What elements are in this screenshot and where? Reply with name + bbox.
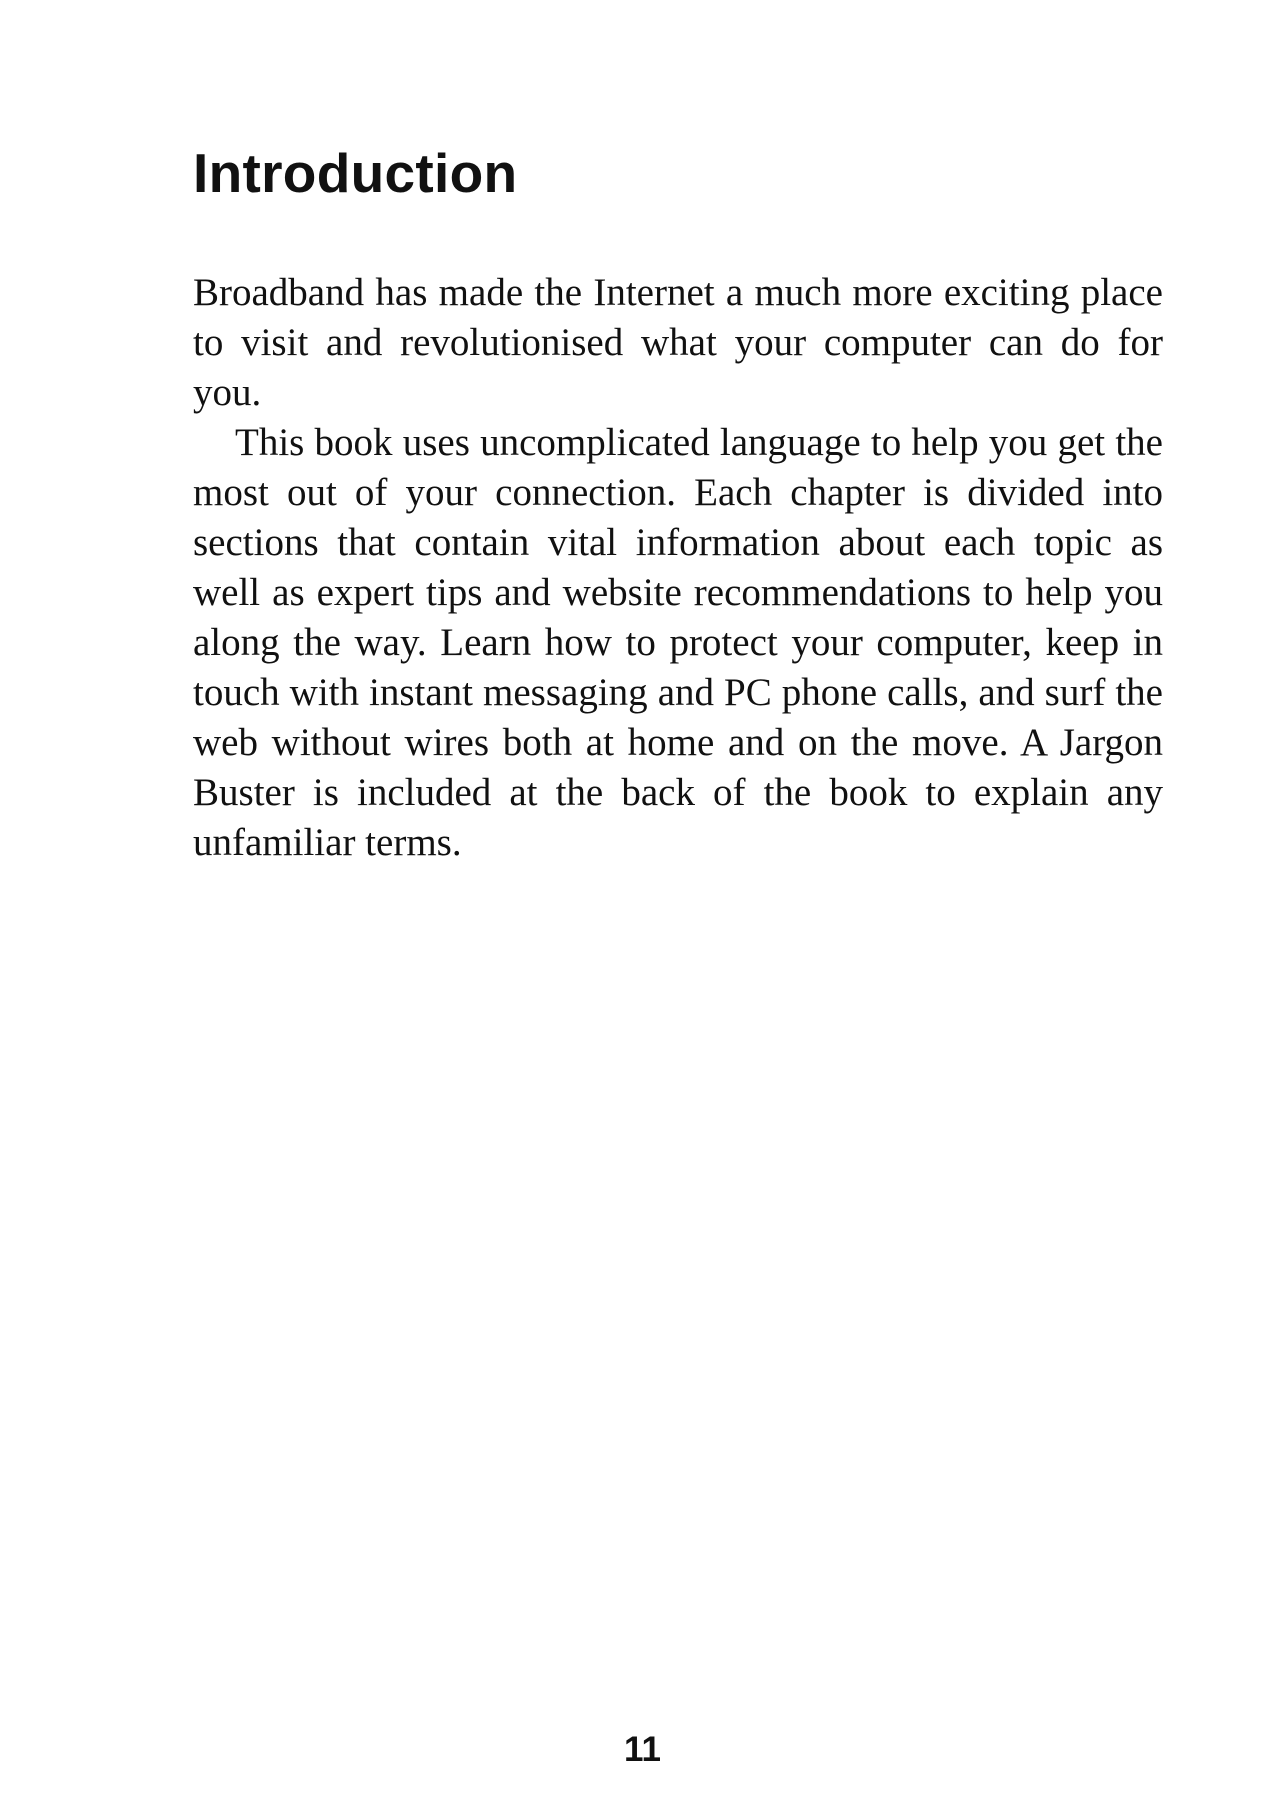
page-title: Introduction bbox=[193, 142, 518, 204]
paragraph-1: Broadband has made the Internet a much more exciting place to visit and revolutionised what your computer can do for you. bbox=[193, 271, 1163, 414]
paragraph-2: This book uses uncomplicated language to help you get the most out of your connection. Each chapter is divided into sections that contain vital information about each topic as well as expert tips and website recommendations to help you along the way. Learn how to protect your computer, keep in touch with instant messaging and PC phone calls, and surf the web without wires both at home and on the move. A Jargon Buster is included at the back of the book to explain any unfamiliar terms. bbox=[193, 421, 1163, 864]
page-number: 11 bbox=[624, 1730, 661, 1769]
body-text bbox=[193, 268, 1163, 868]
